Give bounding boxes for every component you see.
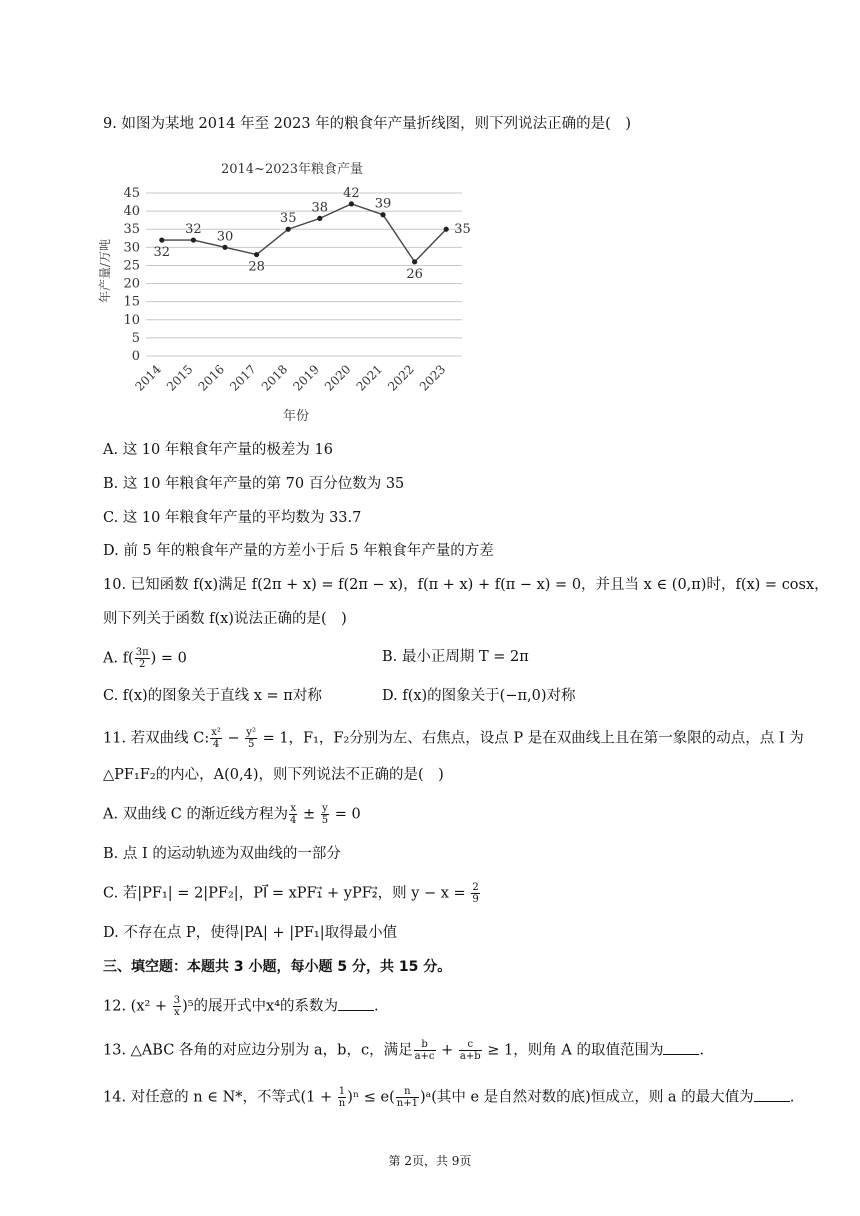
section-3-heading: 三、填空题：本题共 3 小题，每小题 5 分，共 15 分。 [103,959,452,975]
q11-option-a: A. 双曲线 C 的渐近线方程为 $\frac{x}{4}$ ± $\frac{y}{5}$ = 0 [103,803,361,826]
data-point-2020 [349,201,354,206]
y-tick-25: 25 [123,258,140,274]
q12-stem: 12. (x² + $\frac{3}{x}$ )⁵的展开式中x⁴的系数为 . [103,995,379,1018]
x-tick-2020: 2020 [322,362,354,394]
y-tick-40: 40 [123,204,140,220]
q9-stem: 9. 如图为某地 2014 年至 2023 年的粮食年产量折线图，则下列说法正确的是( ) [103,116,631,132]
q13-stem: 13. △ABC 各角的对应边分别为 a，b，c，满足 $\frac{b}{a+c}$ + $\frac{c}{a+b}$ ≥ 1，则角 A 的取值范围为 . [103,1039,705,1062]
q10-a-fraction: $\frac{3\pi}{2}$ [135,647,149,670]
data-point-2016 [222,245,227,250]
data-label-2018: 35 [279,211,297,227]
q9-option-d: D. 前 5 年的粮食年产量的方差小于后 5 年粮食年产量的方差 [103,543,494,559]
q14-stem: 14. 对任意的 n ∈ N*，不等式(1 + $\frac{1}{n}$ )ⁿ ≤ e( $\frac{n}{n+1}$ )ᵃ(其中 e 是自然对数的底)恒成立，则 a 的最大值为 . [103,1086,795,1109]
x-tick-2022: 2022 [385,362,417,394]
q11-stem-line1: 11. 若双曲线 C: $\frac{\text{x²}}{4}$ − $\frac{\text{y²}}{5}$ = 1，F₁，F₂分别为左、右焦点，设点 P 是在双曲线上且在第一象限的动点，点 I 为 [103,727,804,750]
data-point-2021 [380,212,385,217]
x-tick-2016: 2016 [195,362,228,394]
y-tick-30: 30 [123,240,140,256]
data-labels [154,186,471,282]
q11-stem-line2: △PF₁F₂的内心，A(0,4)，则下列说法不正确的是( ) [103,767,444,783]
data-label-2015: 32 [185,222,202,238]
data-point-2019 [317,216,322,221]
data-point-2018 [286,227,291,232]
x-tick-2021: 2021 [353,362,386,394]
q11-option-d: D. 不存在点 P，使得|PA| + |PF₁|取得最小值 [103,925,398,941]
x-tick-2015: 2015 [164,362,196,394]
data-label-2019: 38 [311,200,329,216]
q10-a-pre: A. f( [103,650,134,667]
q10-option-b: B. 最小正周期 T = 2π [382,649,529,665]
q11-frac-x: $\frac{\text{x²}}{4}$ [211,727,221,750]
x-tick-2019: 2019 [290,362,322,394]
q10-stem-line2: 则下列关于函数 f(x)说法正确的是( ) [103,611,347,627]
q9-option-c: C. 这 10 年粮食年产量的平均数为 33.7 [103,510,362,526]
x-tick-labels [132,362,448,394]
y-tick-20: 20 [123,276,140,292]
q10-option-d: D. f(x)的图象关于(−π,0)对称 [382,688,576,704]
y-tick-15: 15 [123,294,140,310]
x-tick-2014: 2014 [132,362,164,394]
q10-a-post: ) = 0 [150,650,187,667]
x-tick-2018: 2018 [258,362,291,394]
q10-option-a [103,647,187,670]
y-tick-45: 45 [123,186,140,201]
y-axis-label: 年产量/万吨 [98,238,112,304]
q10-stem-line1: 10. 已知函数 f(x)满足 f(2π + x) = f(2π − x)，f(π + x) + f(π − x) = 0，并且当 x ∈ (0,π)时，f(x) = cosx， [103,577,829,593]
q12-answer-blank [338,996,374,1011]
q11-frac-y: $\frac{\text{y²}}{5}$ [246,727,256,750]
data-point-2022 [412,259,417,264]
y-tick-35: 35 [123,222,140,238]
data-label-2016: 30 [216,229,234,245]
q11-option-c: C. 若|PF₁| = 2|PF₂|，PI⃗ = xPF₁⃗ + yPF₂⃗，则 y − x = $\frac{2}{9}$ [103,882,479,905]
q9-option-a: A. 这 10 年粮食年产量的极差为 16 [103,442,333,458]
data-label-2022: 26 [406,266,423,282]
q13-answer-blank [663,1040,699,1055]
page-footer: 第 2页，共 9页 [388,1154,472,1168]
x-tick-2017: 2017 [227,362,259,394]
chart-title: 2014~2023年粮食产量 [220,162,364,177]
data-point-2014 [159,237,164,242]
y-tick-0: 0 [131,349,140,364]
data-point-2015 [191,237,196,242]
data-label-2023: 35 [454,222,471,238]
data-label-2014: 32 [153,245,171,261]
data-point-2017 [254,252,259,257]
y-tick-10: 10 [123,312,140,328]
q10-option-c: C. f(x)的图象关于直线 x = π对称 [103,688,322,704]
grain-output-line-chart [96,150,496,432]
data-label-2017: 28 [248,259,265,275]
data-label-2021: 39 [374,196,392,212]
y-tick-5: 5 [131,330,140,346]
q11-option-b: B. 点 I 的运动轨迹为双曲线的一部分 [103,846,341,862]
series-line [162,204,446,262]
data-point-2023 [444,227,449,232]
q14-answer-blank [754,1087,790,1102]
x-axis-label: 年份 [282,409,310,424]
y-tick-labels [123,186,140,364]
x-tick-2023: 2023 [416,362,449,394]
data-label-2020: 42 [343,185,360,201]
q9-option-b: B. 这 10 年粮食年产量的第 70 百分位数为 35 [103,476,405,492]
